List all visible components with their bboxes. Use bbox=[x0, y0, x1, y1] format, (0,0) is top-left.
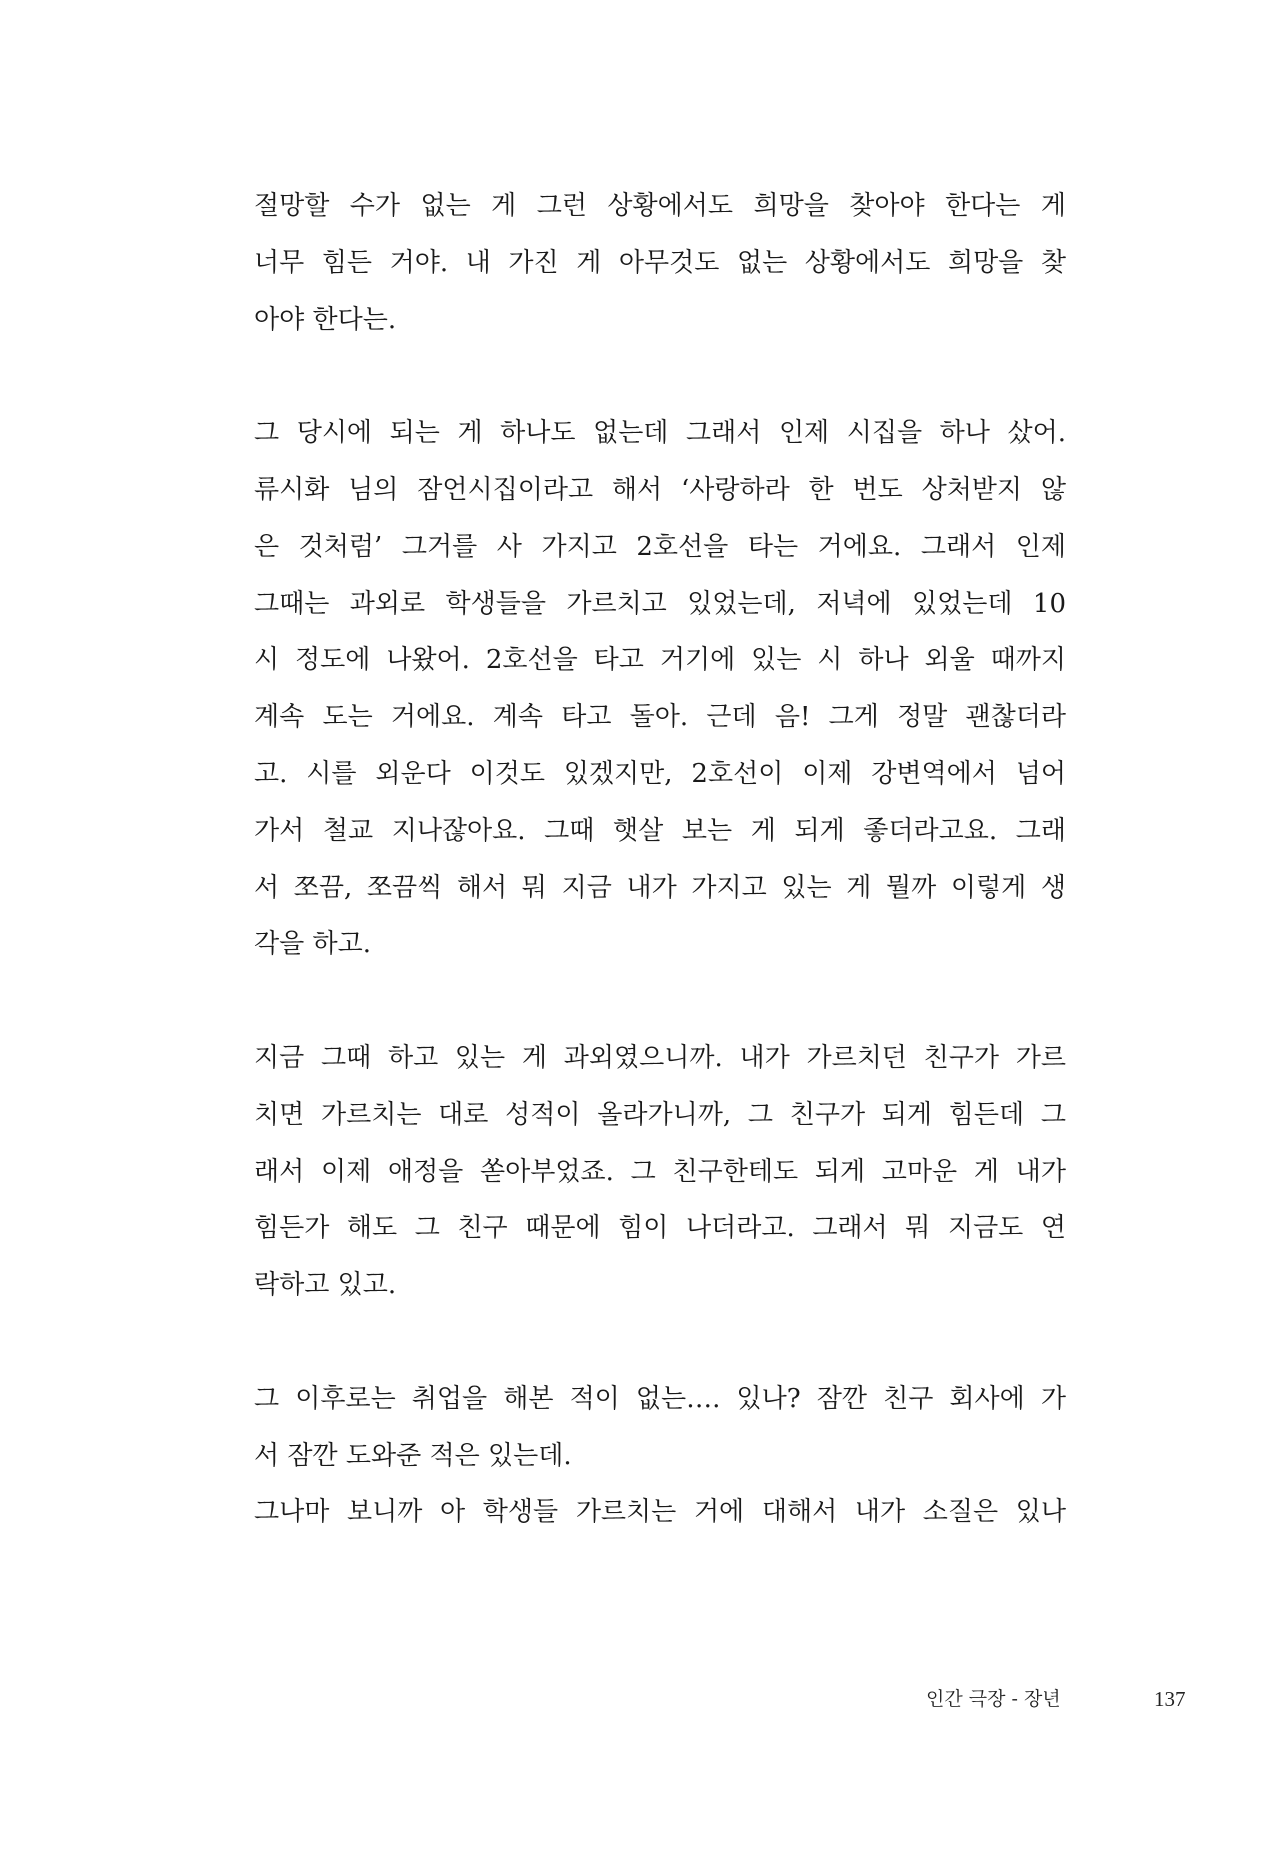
text-line: 계속 도는 거에요. 계속 타고 돌아. 근데 음! 그게 정말 괜찮더라 bbox=[254, 702, 1066, 733]
text-line: 서 잠깐 도와준 적은 있는데. bbox=[254, 1440, 572, 1471]
text-line: 지금 그때 하고 있는 게 과외였으니까. 내가 가르치던 친구가 가르 bbox=[254, 1042, 1066, 1073]
text-line: 그때는 과외로 학생들을 가르치고 있었는데, 저녁에 있었는데 10 bbox=[254, 588, 1066, 619]
page-footer bbox=[0, 1684, 1280, 1714]
text-line: 시 정도에 나왔어. 2호선을 타고 거기에 있는 시 하나 외울 때까지 bbox=[254, 645, 1066, 676]
paragraph-1 bbox=[254, 178, 1066, 348]
text-line: 래서 이제 애정을 쏟아부었죠. 그 친구한테도 되게 고마운 게 내가 bbox=[254, 1156, 1066, 1187]
paragraph-5 bbox=[254, 1484, 1066, 1541]
text-line: 그 당시에 되는 게 하나도 없는데 그래서 인제 시집을 하나 샀어. bbox=[254, 418, 1066, 449]
text-line: 아야 한다는. bbox=[254, 304, 397, 335]
text-line: 은 것처럼’ 그거를 사 가지고 2호선을 타는 거에요. 그래서 인제 bbox=[254, 531, 1066, 562]
text-line: 서 쪼끔, 쪼끔씩 해서 뭐 지금 내가 가지고 있는 게 뭘까 이렇게 생 bbox=[254, 872, 1066, 903]
paragraph-2 bbox=[254, 405, 1066, 973]
text-line: 고. 시를 외운다 이것도 있겠지만, 2호선이 이제 강변역에서 넘어 bbox=[254, 758, 1066, 789]
text-line: 락하고 있고. bbox=[254, 1270, 397, 1301]
paragraph-3 bbox=[254, 1030, 1066, 1314]
text-line: 너무 힘든 거야. 내 가진 게 아무것도 없는 상황에서도 희망을 찾 bbox=[254, 247, 1066, 278]
paragraph-4 bbox=[254, 1371, 1066, 1485]
text-line: 절망할 수가 없는 게 그런 상황에서도 희망을 찾아야 한다는 게 bbox=[254, 191, 1066, 221]
page-body-text bbox=[254, 178, 1066, 1541]
text-line: 치면 가르치는 대로 성적이 올라가니까, 그 친구가 되게 힘든데 그 bbox=[254, 1099, 1066, 1130]
text-line: 그나마 보니까 아 학생들 가르치는 거에 대해서 내가 소질은 있나 bbox=[254, 1497, 1066, 1528]
running-title: 인간 극장 - 장년 bbox=[926, 1688, 1061, 1710]
page-number: 137 bbox=[1154, 1687, 1186, 1711]
text-line: 그 이후로는 취업을 해본 적이 없는…. 있나? 잠깐 친구 회사에 가 bbox=[254, 1383, 1066, 1414]
text-line: 각을 하고. bbox=[254, 929, 371, 960]
text-line: 가서 철교 지나잖아요. 그때 햇살 보는 게 되게 좋더라고요. 그래 bbox=[254, 815, 1066, 846]
text-line: 힘든가 해도 그 친구 때문에 힘이 나더라고. 그래서 뭐 지금도 연 bbox=[254, 1213, 1066, 1244]
text-line: 류시화 님의 잠언시집이라고 해서 ‘사랑하라 한 번도 상처받지 않 bbox=[254, 474, 1066, 505]
